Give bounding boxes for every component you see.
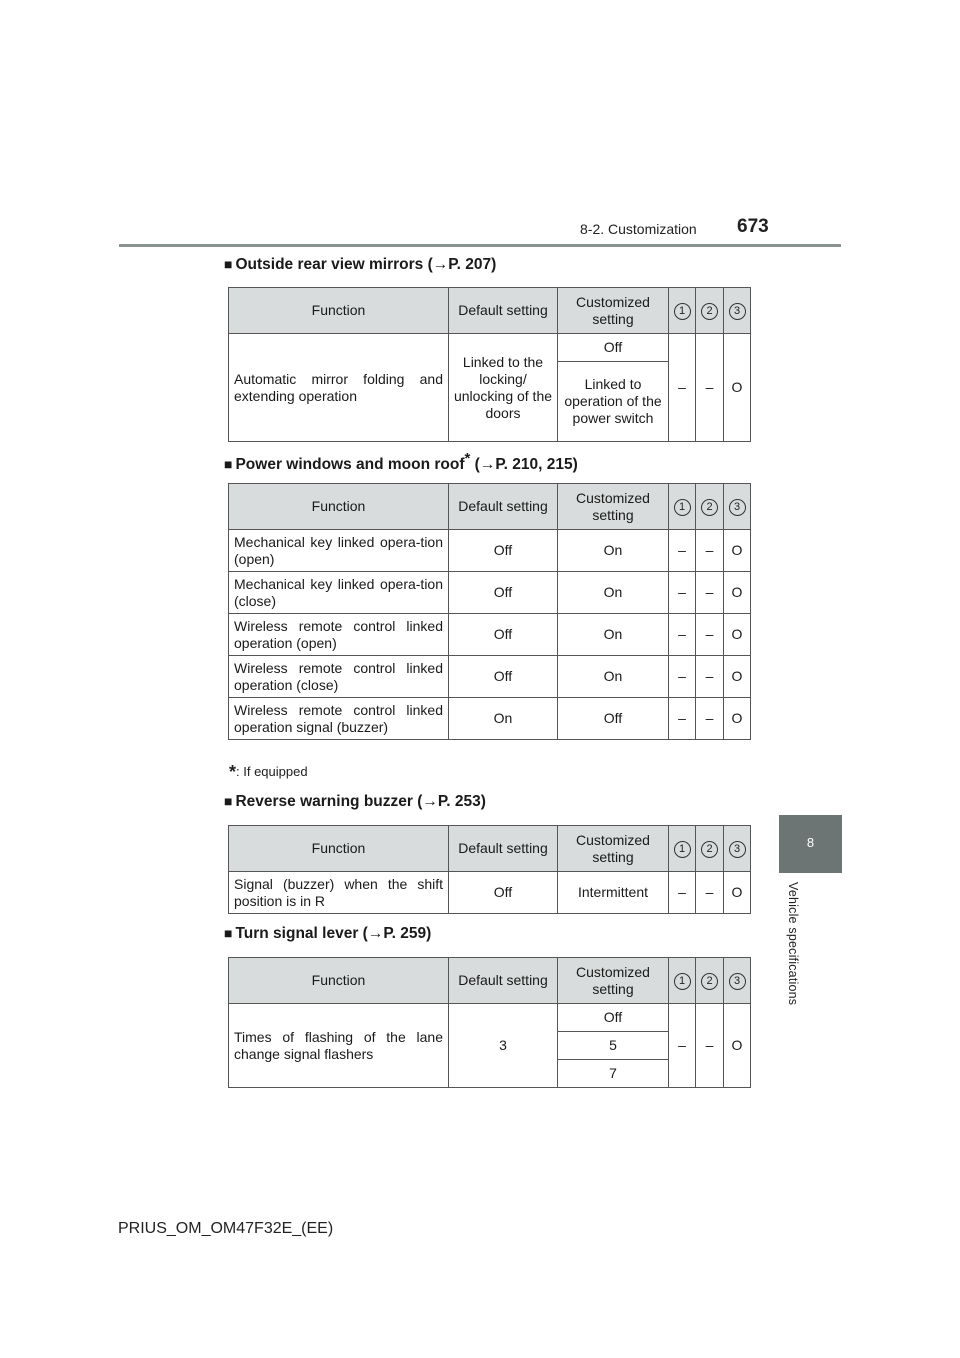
square-bullet-icon: ■ bbox=[224, 456, 233, 473]
cell-mark-3: O bbox=[724, 872, 751, 914]
header-customized: Customized setting bbox=[558, 958, 669, 1004]
cell-custom: 5 bbox=[558, 1032, 669, 1060]
chapter-label: Vehicle specifications bbox=[786, 882, 800, 1006]
cell-custom: Intermittent bbox=[558, 872, 669, 914]
cell-default: 3 bbox=[449, 1004, 558, 1088]
circled-2-icon: 2 bbox=[701, 499, 718, 516]
header-function: Function bbox=[229, 484, 449, 530]
table-row bbox=[229, 614, 751, 656]
cell-mark-1: – bbox=[669, 572, 696, 614]
header-col-1 bbox=[669, 288, 696, 334]
header-col-3 bbox=[724, 958, 751, 1004]
ref-open: ( bbox=[470, 456, 480, 474]
square-bullet-icon: ■ bbox=[224, 256, 233, 272]
arrow-right-icon: → bbox=[367, 925, 384, 942]
header-col-2 bbox=[696, 484, 724, 530]
cell-mark-2: – bbox=[696, 872, 724, 914]
section-title-windows bbox=[224, 450, 578, 474]
circled-1-icon: 1 bbox=[674, 841, 691, 858]
page-ref[interactable]: P. 259) bbox=[383, 925, 432, 942]
cell-mark-1: – bbox=[669, 530, 696, 572]
cell-custom: Off bbox=[558, 698, 669, 740]
arrow-right-icon: → bbox=[422, 793, 438, 810]
circled-2-icon: 2 bbox=[701, 303, 718, 320]
header-col-3 bbox=[724, 484, 751, 530]
cell-mark-1: – bbox=[669, 334, 696, 442]
cell-custom: On bbox=[558, 656, 669, 698]
cell-default: Off bbox=[449, 872, 558, 914]
circled-3-icon: 3 bbox=[729, 303, 746, 320]
cell-mark-1: – bbox=[669, 872, 696, 914]
cell-mark-2: – bbox=[696, 334, 724, 442]
table-header-row bbox=[229, 826, 751, 872]
cell-default: Off bbox=[449, 614, 558, 656]
buzzer-table bbox=[228, 825, 751, 914]
section-title-text: Power windows and moon roof bbox=[235, 456, 465, 474]
table-header-row bbox=[229, 484, 751, 530]
square-bullet-icon: ■ bbox=[224, 793, 233, 809]
section-title-turn bbox=[224, 925, 431, 943]
cell-mark-2: – bbox=[696, 530, 724, 572]
header-function: Function bbox=[229, 958, 449, 1004]
cell-function: Wireless remote control linked operation signal (buzzer) bbox=[229, 698, 449, 740]
circled-3-icon: 3 bbox=[729, 973, 746, 990]
cell-default: Off bbox=[449, 656, 558, 698]
document-code: PRIUS_OM_OM47F32E_(EE) bbox=[118, 1220, 334, 1237]
cell-custom: On bbox=[558, 614, 669, 656]
circled-1-icon: 1 bbox=[674, 973, 691, 990]
cell-mark-1: – bbox=[669, 698, 696, 740]
header-function: Function bbox=[229, 826, 449, 872]
header-customized: Customized setting bbox=[558, 826, 669, 872]
header-col-1 bbox=[669, 958, 696, 1004]
page-ref[interactable]: P. 253) bbox=[437, 793, 486, 810]
cell-default: Off bbox=[449, 572, 558, 614]
circled-2-icon: 2 bbox=[701, 973, 718, 990]
cell-mark-3: O bbox=[724, 1004, 751, 1088]
footnote-star: * bbox=[229, 762, 237, 782]
header-col-2 bbox=[696, 826, 724, 872]
circled-1-icon: 1 bbox=[674, 499, 691, 516]
header-customized: Customized setting bbox=[558, 484, 669, 530]
section-title-text: Outside rear view mirrors ( bbox=[235, 256, 433, 273]
table-row bbox=[229, 334, 751, 362]
header-rule bbox=[119, 244, 841, 247]
cell-custom: On bbox=[558, 530, 669, 572]
arrow-right-icon: → bbox=[479, 456, 496, 474]
header-customized: Customized setting bbox=[558, 288, 669, 334]
cell-mark-1: – bbox=[669, 1004, 696, 1088]
page-ref[interactable]: P. 207) bbox=[448, 256, 497, 273]
table-row bbox=[229, 698, 751, 740]
arrow-right-icon: → bbox=[432, 256, 449, 273]
table-row bbox=[229, 656, 751, 698]
cell-mark-3: O bbox=[724, 572, 751, 614]
section-label: 8-2. Customization bbox=[580, 221, 697, 237]
cell-function: Mechanical key linked opera-tion (close) bbox=[229, 572, 449, 614]
footnote bbox=[229, 762, 308, 783]
cell-mark-1: – bbox=[669, 614, 696, 656]
header-col-3 bbox=[724, 826, 751, 872]
footnote-text: : If equipped bbox=[236, 764, 308, 779]
table-header-row bbox=[229, 958, 751, 1004]
cell-custom: Off bbox=[558, 334, 669, 362]
cell-default: Off bbox=[449, 530, 558, 572]
chapter-tab bbox=[779, 815, 842, 873]
cell-function: Mechanical key linked opera-tion (open) bbox=[229, 530, 449, 572]
circled-1-icon: 1 bbox=[674, 303, 691, 320]
circled-3-icon: 3 bbox=[729, 841, 746, 858]
page-number: 673 bbox=[737, 216, 769, 237]
header-default: Default setting bbox=[449, 826, 558, 872]
cell-mark-1: – bbox=[669, 656, 696, 698]
header-col-1 bbox=[669, 826, 696, 872]
square-bullet-icon: ■ bbox=[224, 925, 233, 941]
windows-table bbox=[228, 483, 751, 740]
header-default: Default setting bbox=[449, 484, 558, 530]
cell-mark-2: – bbox=[696, 572, 724, 614]
table-row bbox=[229, 572, 751, 614]
cell-mark-3: O bbox=[724, 334, 751, 442]
circled-2-icon: 2 bbox=[701, 841, 718, 858]
footnote-marker: * bbox=[464, 450, 471, 467]
section-title-buzzer bbox=[224, 793, 486, 811]
cell-function: Wireless remote control linked operation (open) bbox=[229, 614, 449, 656]
cell-custom: Linked to operation of the power switch bbox=[558, 362, 669, 442]
cell-default: Linked to the locking/ unlocking of the doors bbox=[449, 334, 558, 442]
section-title-text: Reverse warning buzzer ( bbox=[235, 793, 423, 810]
header-col-2 bbox=[696, 958, 724, 1004]
cell-function: Times of flashing of the lane change signal flashers bbox=[229, 1004, 449, 1088]
table-header-row bbox=[229, 288, 751, 334]
cell-mark-2: – bbox=[696, 698, 724, 740]
cell-custom: Off bbox=[558, 1004, 669, 1032]
cell-function: Wireless remote control linked operation (close) bbox=[229, 656, 449, 698]
section-title-text: Turn signal lever ( bbox=[235, 925, 368, 942]
cell-function: Automatic mirror folding and extending operation bbox=[229, 334, 449, 442]
circled-3-icon: 3 bbox=[729, 499, 746, 516]
cell-default: On bbox=[449, 698, 558, 740]
cell-custom: 7 bbox=[558, 1060, 669, 1088]
header-default: Default setting bbox=[449, 288, 558, 334]
table-row bbox=[229, 872, 751, 914]
header-col-1 bbox=[669, 484, 696, 530]
table-row bbox=[229, 1004, 751, 1032]
page-ref[interactable]: P. 210, 215) bbox=[495, 456, 578, 474]
header-col-2 bbox=[696, 288, 724, 334]
cell-function: Signal (buzzer) when the shift position is in R bbox=[229, 872, 449, 914]
turn-table bbox=[228, 957, 751, 1088]
header-col-3 bbox=[724, 288, 751, 334]
cell-mark-3: O bbox=[724, 614, 751, 656]
section-title-mirrors bbox=[224, 256, 496, 274]
cell-mark-3: O bbox=[724, 656, 751, 698]
header-default: Default setting bbox=[449, 958, 558, 1004]
cell-mark-2: – bbox=[696, 656, 724, 698]
table-row bbox=[229, 530, 751, 572]
chapter-number: 8 bbox=[806, 835, 815, 850]
cell-mark-2: – bbox=[696, 1004, 724, 1088]
cell-custom: On bbox=[558, 572, 669, 614]
cell-mark-3: O bbox=[724, 530, 751, 572]
cell-mark-2: – bbox=[696, 614, 724, 656]
mirrors-table bbox=[228, 287, 751, 442]
cell-mark-3: O bbox=[724, 698, 751, 740]
header-function: Function bbox=[229, 288, 449, 334]
